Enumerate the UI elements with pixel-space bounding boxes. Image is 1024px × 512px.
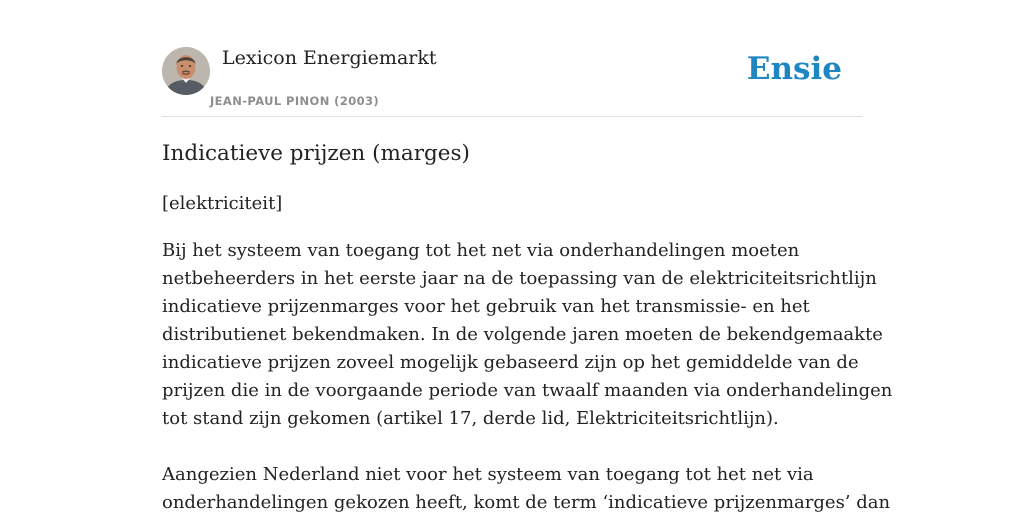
paragraph-line: prijzen die in de voorgaande periode van twaalf maanden via onderhandelingen (162, 380, 893, 401)
entry-title: Indicatieve prijzen (marges) (162, 141, 470, 166)
paragraph-line: indicatieve prijzenmarges voor het gebruik van het transmissie- en het (162, 296, 810, 317)
article (162, 138, 893, 512)
paragraph-line: onderhandelingen gekozen heeft, komt de term ‘indicatieve prijzenmarges’ dan (162, 492, 891, 512)
paragraph-line: netbeheerders in het eerste jaar na de toepassing van de elektriciteitsrichtlijn (162, 268, 877, 289)
paragraph (162, 461, 891, 512)
paragraph-line: tot stand zijn gekomen (artikel 17, derde lid, Elektriciteitsrichtlijn). (162, 408, 779, 429)
author-avatar (162, 47, 210, 95)
paragraph-line: indicatieve prijzen zoveel mogelijk gebaseerd zijn op het gemiddelde van de (162, 352, 859, 373)
paragraph-line: Bij het systeem van toegang tot het net via onderhandelingen moeten (162, 240, 800, 261)
paragraph-line: distributienet bekendmaken. In de volgende jaren moeten de bekendgemaakte (162, 324, 883, 345)
brand-logo[interactable]: Ensie (746, 51, 842, 87)
author-portrait-icon (162, 47, 210, 95)
lexicon-title[interactable]: Lexicon Energiemarkt (222, 47, 437, 69)
paragraph (162, 237, 893, 433)
site-header (162, 0, 862, 117)
paragraph-line: Aangezien Nederland niet voor het systeem van toegang tot het net via (162, 464, 814, 485)
author-name[interactable]: JEAN-PAUL PINON (2003) (210, 94, 380, 108)
domain-label: [elektriciteit] (162, 193, 283, 214)
